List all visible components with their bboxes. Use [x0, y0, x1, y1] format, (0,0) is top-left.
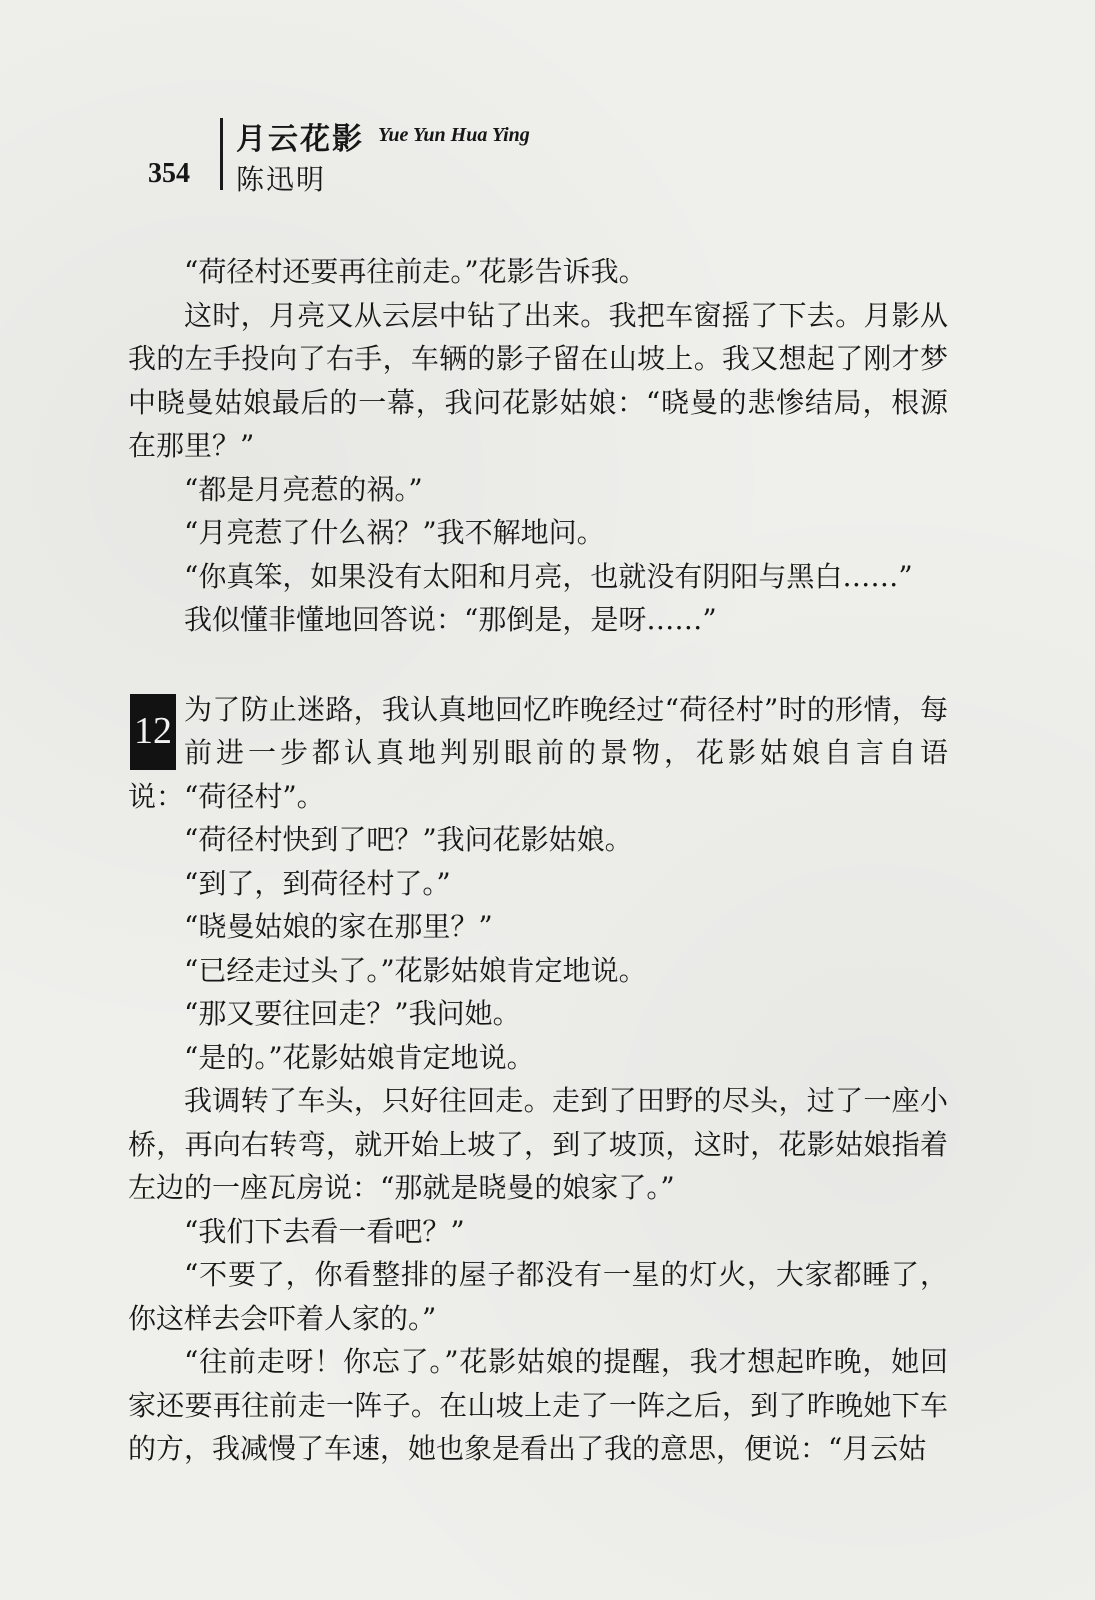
- paragraph: “晓曼姑娘的家在那里？”: [184, 910, 493, 943]
- paragraph: 我似懂非懂地回答说：“那倒是，是呀……”: [184, 603, 717, 636]
- paragraph: 我调转了车头，只好往回走。走到了田野的尽头，过了一座小桥，再向右转弯，就开始上坡了，到了坡顶，这时，花影姑娘指着左边的一座瓦房说：“那就是晓曼的娘家了。”: [128, 1084, 948, 1204]
- paragraph: “月亮惹了什么祸？”我不解地问。: [184, 516, 605, 549]
- section-number-marker: 12: [130, 694, 176, 770]
- paragraph: “荷径村还要再往前走。”花影告诉我。: [184, 255, 647, 288]
- section-opening-paragraph: 为了防止迷路，我认真地回忆昨晚经过“荷径村”时的形情，每前进一步都认真地判别眼前的景物，花影姑娘自言自语说：“荷径村”。: [128, 692, 948, 813]
- paragraph: “那又要往回走？”我问她。: [184, 997, 521, 1030]
- section-12: [128, 688, 948, 819]
- body-text: [128, 250, 948, 1471]
- paragraph: “荷径村快到了吧？”我问花影姑娘。: [184, 823, 633, 856]
- paragraph: “都是月亮惹的祸。”: [184, 472, 423, 506]
- paragraph: “你真笨，如果没有太阳和月亮，也就没有阴阳与黑白……”: [184, 559, 913, 593]
- paragraph: “往前走呀！你忘了。”花影姑娘的提醒，我才想起昨晚，她回家还要再往前走一阵子。在山坡上走了一阵之后，到了昨晚她下车的方，我减慢了车速，她也象是看出了我的意思，便说：“月云姑: [128, 1345, 948, 1465]
- book-title-pinyin: Yue Yun Hua Ying: [378, 124, 530, 146]
- book-title: 月云花影: [236, 122, 364, 157]
- page-header: [0, 0, 1095, 210]
- section-gap: [128, 642, 948, 688]
- paragraph: “不要了，你看整排的屋子都没有一星的灯火，大家都睡了，你这样去会吓着人家的。”: [128, 1258, 948, 1335]
- paragraph: “已经走过头了。”花影姑娘肯定地说。: [184, 953, 647, 987]
- page-number: 354: [148, 158, 190, 189]
- paragraph: 这时，月亮又从云层中钻了出来。我把车窗摇了下去。月影从我的左手投向了右手，车辆的影子留在山坡上。我又想起了刚才梦中晓曼姑娘最后的一幕，我问花影姑娘：“晓曼的悲惨结局，根源在那里？”: [128, 298, 948, 462]
- paragraph: “到了，到荷径村了。”: [184, 866, 451, 900]
- author-name: 陈迅明: [236, 163, 327, 196]
- paragraph: “是的。”花影姑娘肯定地说。: [184, 1040, 535, 1074]
- paragraph: “我们下去看一看吧？”: [184, 1214, 465, 1248]
- header-divider: [220, 118, 223, 190]
